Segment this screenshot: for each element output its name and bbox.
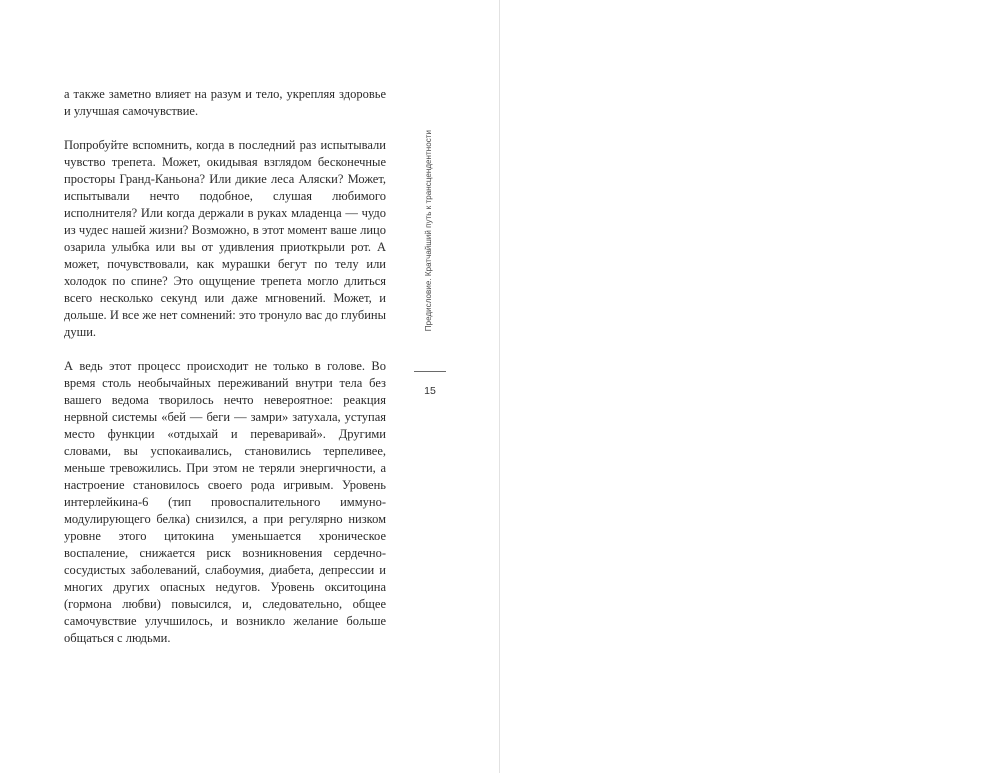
body-text <box>64 86 386 647</box>
running-head-container <box>421 130 437 360</box>
folio-rule <box>414 371 446 372</box>
paragraph-2: Попробуйте вспомнить, когда в последний раз испытывали чувство трепета. Может, окидывая взглядом бесконечные просторы Гранд-Каньона? Или дикие леса Аляски? Может, испытывали нечто подобное, слушая любимого исполнителя? Или когда держали в руках младенца — чудо из чудес нашей жизни? Возможно, в этот момент ваше лицо озарила улыбка или вы от удивления приоткрыли рот. А может, почувствовали, как мурашки бегут по телу или холодок по спине? Это ощущение трепета могло длиться всего несколько секунд или даже мгновений. Может, и дольше. И все же нет сомнений: это тронуло вас до глубины души. <box>64 138 386 339</box>
paragraph-1: а также заметно влияет на разум и тело, укрепляя здоровье и улучшая самочувствие. <box>64 87 386 118</box>
left-page <box>0 0 499 773</box>
running-head: Предисловие. Кратчайший путь к трансцендентности <box>424 130 433 332</box>
page-number: 15 <box>424 385 436 397</box>
right-page-blank <box>500 0 1000 773</box>
paragraph-3: А ведь этот процесс происходит не только в голове. Во время столь необычайных переживаний внутри тела без вашего ведома творилось нечто невероятное: реакция нервной системы «бей — беги — замри» затухала, уступая место функции «отдыхай и переваривай». Другими словами, вы успокаивались, становились терпеливее, меньше тревожились. При этом не теряли энергичности, а настроение становилось своего рода игривым. Уровень интерлейкина-6 (тип провоспалительного иммуномодулирующего белка) снизился, а при регулярно низком уровне этого цитокина уменьшается хроническое воспаление, снижается риск возникновения сердечно-сосудистых заболеваний, слабоумия, диабета, депрессии и многих других опасных недугов. Уровень окситоцина (гормона любви) повысился, и, следовательно, общее самочувствие улучшилось, и возникло желание больше общаться с людьми. <box>64 359 386 645</box>
